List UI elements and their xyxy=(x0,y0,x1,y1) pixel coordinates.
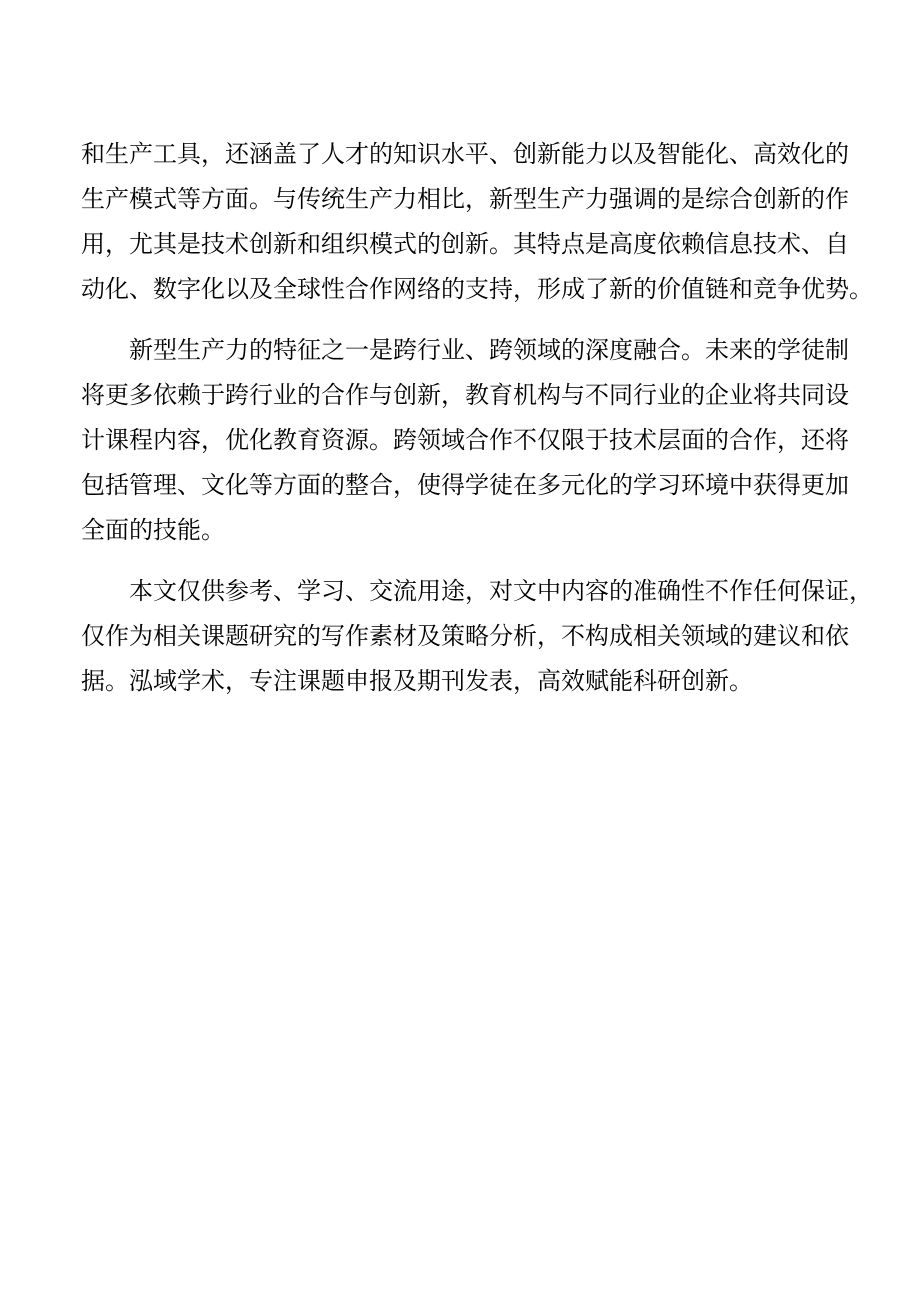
text-line: 仅作为相关课题研究的写作素材及策略分析，不构成相关领域的建议和依 xyxy=(81,622,849,650)
text-line: 将更多依赖于跨行业的合作与创新，教育机构与不同行业的企业将共同设 xyxy=(81,381,849,409)
text-line: 计课程内容，优化教育资源。跨领域合作不仅限于技术层面的合作，还将 xyxy=(81,426,849,454)
paragraph-spacer xyxy=(81,312,841,328)
paragraph-cross-industry-integration xyxy=(81,328,849,553)
text-line: 全面的技能。 xyxy=(81,516,225,544)
text-line: 和生产工具，还涵盖了人才的知识水平、创新能力以及智能化、高效化的 xyxy=(81,140,849,168)
paragraph-spacer xyxy=(81,553,841,569)
text-line: 包括管理、文化等方面的整合，使得学徒在多元化的学习环境中获得更加 xyxy=(81,471,849,499)
text-line: 用，尤其是技术创新和组织模式的创新。其特点是高度依赖信息技术、自 xyxy=(81,230,849,258)
text-line: 动化、数字化以及全球性合作网络的支持，形成了新的价值链和竞争优势。 xyxy=(81,275,873,303)
text-line: 据。泓域学术，专注课题申报及期刊发表，高效赋能科研创新。 xyxy=(81,667,753,695)
text-line: 生产模式等方面。与传统生产力相比，新型生产力强调的是综合创新的作 xyxy=(81,185,849,213)
text-line: 本文仅供参考、学习、交流用途，对文中内容的准确性不作任何保证， xyxy=(129,577,873,605)
text-line: 新型生产力的特征之一是跨行业、跨领域的深度融合。未来的学徒制 xyxy=(129,336,849,364)
paragraph-productivity-definition xyxy=(81,132,873,312)
document-body xyxy=(81,132,873,704)
paragraph-disclaimer xyxy=(81,569,873,704)
